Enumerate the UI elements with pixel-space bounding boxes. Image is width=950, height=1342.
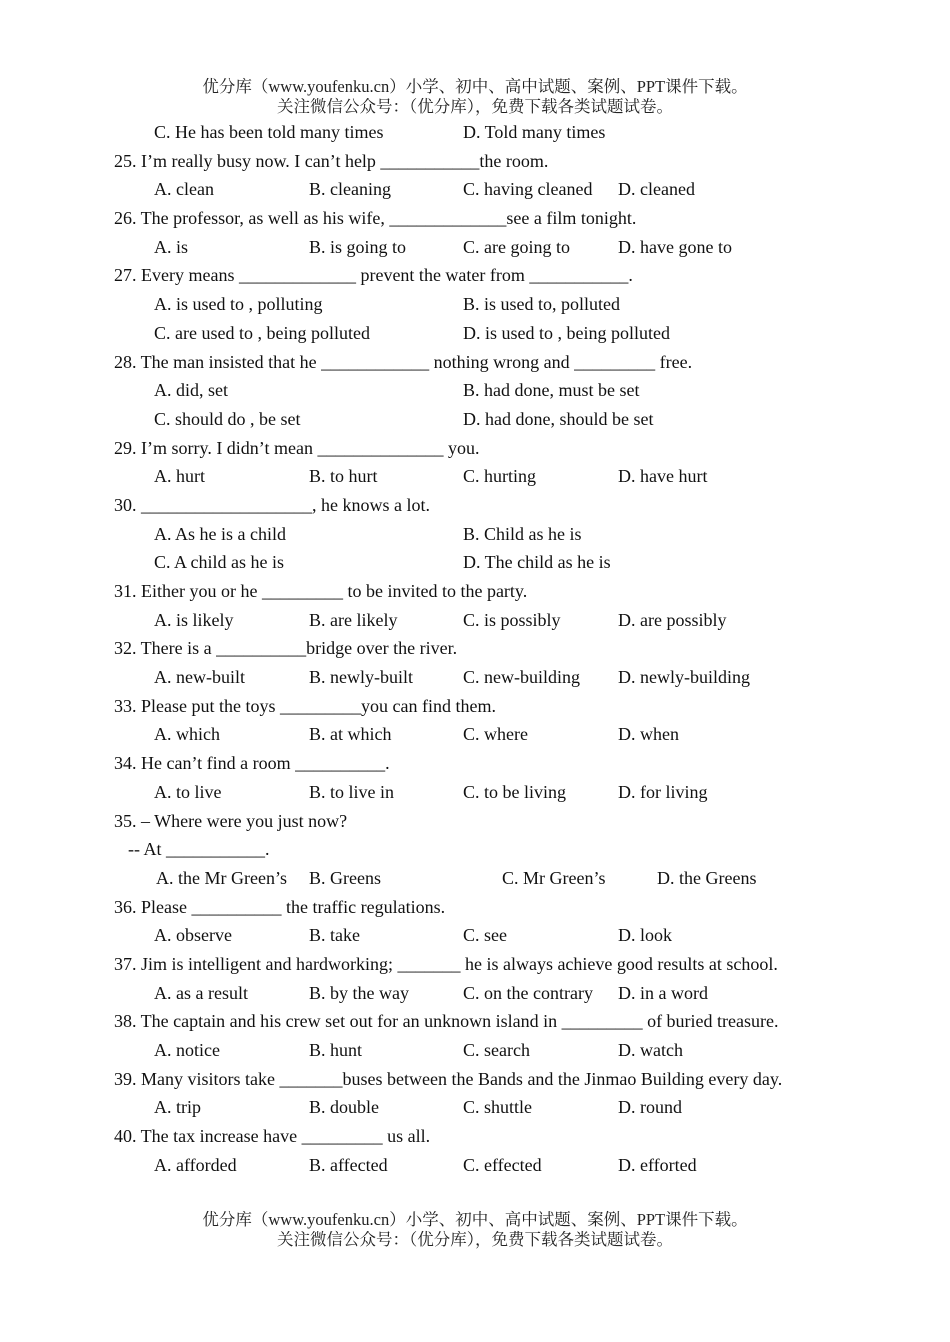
question-37-stem — [0, 950, 950, 979]
option-d: D. have hurt — [618, 466, 708, 487]
question-27-stem — [0, 261, 950, 290]
question-28-options-cd — [0, 405, 950, 434]
option-a: A. new-built — [154, 667, 245, 688]
question-36-options — [0, 921, 950, 950]
question-reply-text: -- At ___________. — [128, 839, 270, 860]
question-38-stem — [0, 1007, 950, 1036]
option-a: A. afforded — [154, 1154, 237, 1175]
question-39-options — [0, 1093, 950, 1122]
option-d: D. when — [618, 724, 679, 745]
question-list — [0, 118, 950, 1179]
option-d: D. the Greens — [657, 867, 757, 888]
option-d: D. The child as he is — [463, 552, 611, 573]
option-c: C. new-building — [463, 667, 580, 688]
question-35-options — [0, 864, 950, 893]
option-d: D. have gone to — [618, 236, 732, 257]
option-b: B. to hurt — [309, 466, 378, 487]
question-38-options — [0, 1036, 950, 1065]
option-b: B. had done, must be set — [463, 380, 640, 401]
option-c: C. see — [463, 925, 507, 946]
option-a: A. clean — [154, 179, 214, 200]
option-a: A. is likely — [154, 609, 234, 630]
option-c: C. search — [463, 1040, 530, 1060]
question-37-options — [0, 979, 950, 1008]
option-c: C. on the contrary — [463, 982, 593, 1003]
header-line-2: 关注微信公众号：（优分库），免费下载各类试题试卷。 — [277, 97, 673, 116]
option-a: A. hurt — [154, 466, 205, 487]
option-b: B. affected — [309, 1154, 388, 1175]
question-29-options — [0, 462, 950, 491]
option-c: C. hurting — [463, 466, 537, 487]
page-footer — [0, 1210, 950, 1250]
question-35-stem-reply — [0, 835, 950, 864]
question-24-options — [0, 118, 950, 147]
option-d: D. watch — [618, 1040, 683, 1060]
option-c: C. having cleaned — [463, 179, 593, 200]
option-b: B. is going to — [309, 236, 407, 257]
option-c: C. are used to , being polluted — [154, 322, 370, 343]
question-text: 32. There is a __________bridge over the river. — [114, 638, 458, 659]
question-28-stem — [0, 348, 950, 377]
question-27-options-ab — [0, 290, 950, 319]
question-31-options — [0, 606, 950, 635]
question-25-options — [0, 175, 950, 204]
question-text: 39. Many visitors take _______buses between the Bands and the Jinmao Building every day. — [114, 1068, 783, 1089]
option-d: D. for living — [618, 781, 708, 802]
option-b: B. is used to, polluted — [463, 294, 620, 315]
option-d: D. in a word — [618, 982, 708, 1003]
option-b: B. are likely — [309, 609, 398, 630]
option-a: A. to live — [154, 781, 222, 802]
option-a: A. As he is a child — [154, 523, 286, 544]
question-34-stem — [0, 749, 950, 778]
question-26-stem — [0, 204, 950, 233]
option-b: B. newly-built — [309, 667, 413, 688]
option-c: C. where — [463, 724, 528, 745]
question-text: 27. Every means _____________ prevent the water from ___________. — [114, 265, 633, 286]
question-27-options-cd — [0, 319, 950, 348]
option-d: D. round — [618, 1097, 682, 1118]
question-33-stem — [0, 692, 950, 721]
question-35-stem — [0, 807, 950, 836]
question-40-stem — [0, 1122, 950, 1151]
option-b: B. Child as he is — [463, 523, 582, 544]
option-a: A. did, set — [154, 380, 228, 401]
option-d: D. cleaned — [618, 179, 695, 200]
option-a: A. is — [154, 236, 189, 257]
option-c: C. A child as he is — [154, 552, 284, 573]
option-a: A. which — [154, 724, 220, 745]
option-d: D. had done, should be set — [463, 408, 654, 429]
question-text: 40. The tax increase have _________ us all. — [114, 1126, 431, 1147]
option-b: B. by the way — [309, 982, 409, 1003]
question-31-stem — [0, 577, 950, 606]
option-c: C. shuttle — [463, 1097, 533, 1118]
header-line-1: 优分库（www.youfenku.cn）小学、初中、高中试题、案例、PPT课件下载。 — [202, 77, 748, 96]
page-header — [0, 77, 950, 117]
question-text: 36. Please __________ the traffic regulations. — [114, 896, 446, 917]
option-d: D. look — [618, 925, 672, 946]
option-c: C. He has been told many times — [154, 122, 384, 142]
option-a: A. is used to , polluting — [154, 294, 323, 315]
question-25-stem — [0, 147, 950, 176]
option-b: B. Greens — [309, 867, 381, 888]
option-c: C. Mr Green’s — [502, 867, 606, 888]
option-d: D. is used to , being polluted — [463, 322, 670, 343]
question-text: 37. Jim is intelligent and hardworking; _______ he is always achieve good results at school. — [114, 953, 778, 974]
option-c: C. is possibly — [463, 609, 561, 630]
option-a: A. observe — [154, 925, 232, 946]
option-b: B. double — [309, 1097, 379, 1118]
option-a: A. notice — [154, 1040, 220, 1060]
question-text: 29. I’m sorry. I didn’t mean ______________ you. — [114, 437, 480, 458]
question-29-stem — [0, 434, 950, 463]
question-30-options-cd — [0, 548, 950, 577]
question-39-stem — [0, 1065, 950, 1094]
question-text: 33. Please put the toys _________you can find them. — [114, 695, 496, 716]
question-text: 28. The man insisted that he ____________ nothing wrong and _________ free. — [114, 351, 693, 372]
question-40-options — [0, 1151, 950, 1180]
option-c: C. are going to — [463, 236, 570, 257]
question-text: 26. The professor, as well as his wife, _____________see a film tonight. — [114, 208, 637, 229]
option-c: C. effected — [463, 1154, 542, 1175]
question-33-options — [0, 720, 950, 749]
option-d: D. are possibly — [618, 609, 727, 630]
option-b: B. take — [309, 925, 360, 946]
question-text: 31. Either you or he _________ to be invited to the party. — [114, 581, 528, 601]
option-d: D. newly-building — [618, 667, 750, 688]
question-34-options — [0, 778, 950, 807]
question-text: 35. – Where were you just now? — [114, 810, 348, 831]
option-b: B. to live in — [309, 781, 394, 802]
question-text: 25. I’m really busy now. I can’t help ___________the room. — [114, 150, 549, 171]
option-b: B. at which — [309, 724, 392, 745]
option-d: D. Told many times — [463, 122, 606, 142]
question-26-options — [0, 233, 950, 262]
question-text: 38. The captain and his crew set out for an unknown island in _________ of buried treasure. — [114, 1011, 779, 1032]
footer-line-2: 关注微信公众号：（优分库），免费下载各类试题试卷。 — [277, 1230, 673, 1249]
option-b: B. hunt — [309, 1040, 363, 1060]
question-text: 30. ___________________, he knows a lot. — [114, 494, 430, 515]
option-d: D. efforted — [618, 1154, 697, 1175]
footer-line-1: 优分库（www.youfenku.cn）小学、初中、高中试题、案例、PPT课件下载。 — [202, 1210, 748, 1229]
option-a: A. trip — [154, 1097, 201, 1118]
question-30-options-ab — [0, 520, 950, 549]
option-c: C. to be living — [463, 781, 566, 802]
question-30-stem — [0, 491, 950, 520]
option-c: C. should do , be set — [154, 408, 301, 429]
question-36-stem — [0, 893, 950, 922]
question-text: 34. He can’t find a room __________. — [114, 753, 390, 774]
option-a: A. the Mr Green’s — [156, 867, 287, 888]
option-b: B. cleaning — [309, 179, 391, 200]
question-28-options-ab — [0, 376, 950, 405]
question-32-options — [0, 663, 950, 692]
option-a: A. as a result — [154, 982, 248, 1003]
question-32-stem — [0, 634, 950, 663]
